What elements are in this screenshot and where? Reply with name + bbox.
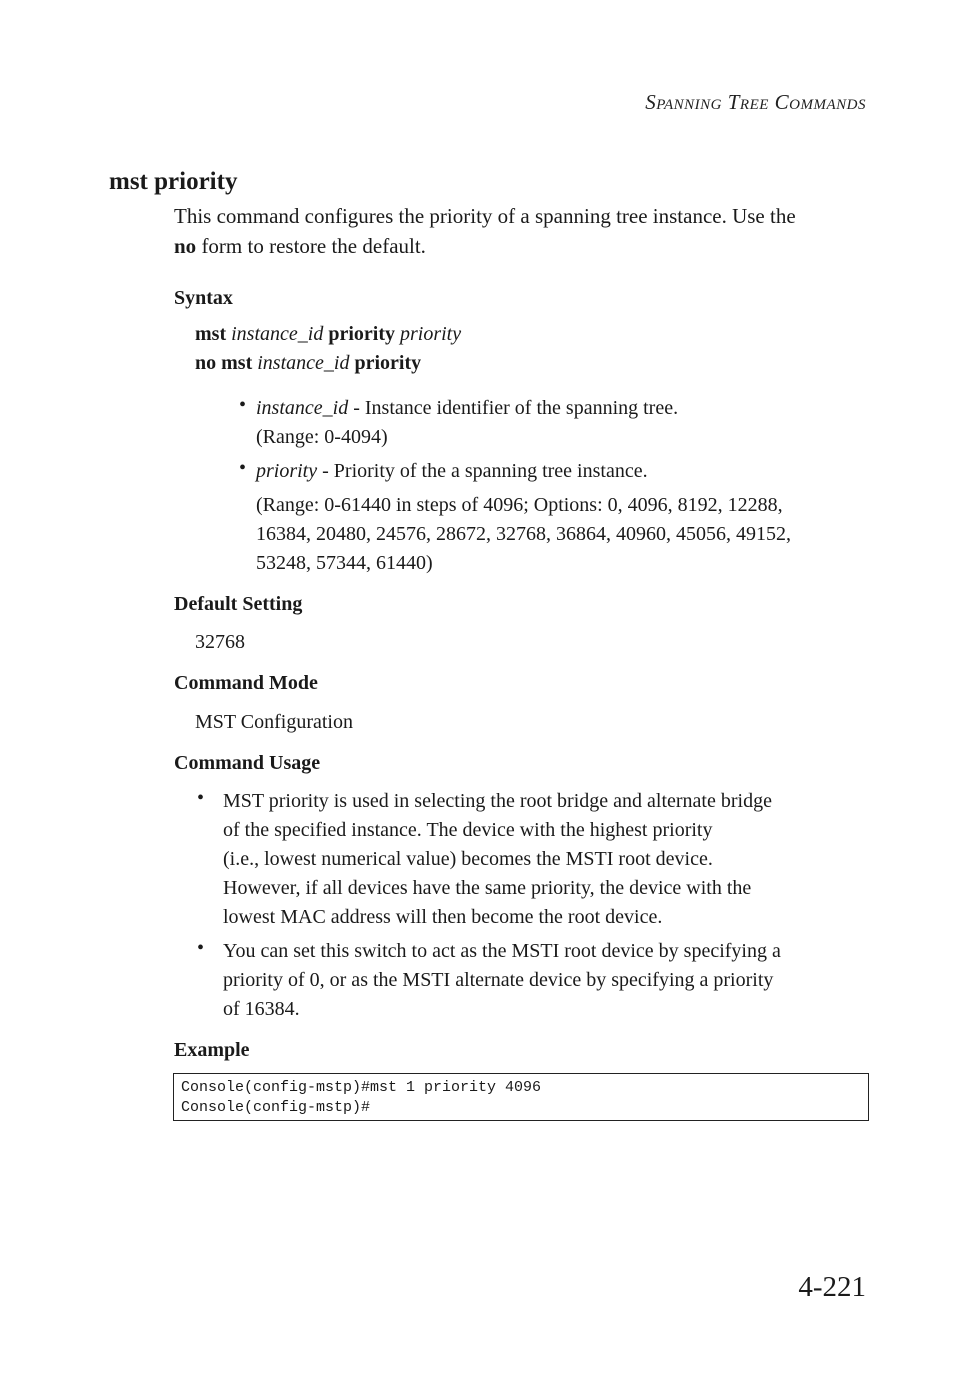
bullet-icon: • [239, 394, 247, 416]
intro-paragraph [174, 201, 874, 261]
syntax-argument: priority [399, 323, 462, 345]
intro-bold-keyword: no [174, 234, 197, 258]
code-line: Console(config-mstp)#mst 1 priority 4096 [181, 1079, 542, 1096]
syntax-keyword: no mst [195, 352, 253, 374]
default-setting-heading: Default Setting [174, 593, 303, 615]
syntax-keyword: mst [195, 323, 227, 345]
syntax-heading: Syntax [174, 287, 233, 309]
usage-line: You can set this switch to act as the MSTI root device by specifying a [223, 940, 781, 962]
param-range: (Range: 0-4094) [256, 426, 388, 448]
code-line: Console(config-mstp)# [181, 1099, 371, 1116]
usage-line: of the specified instance. The device with the highest priority [223, 819, 713, 841]
param-description: - Instance identifier of the spanning tree. [348, 397, 679, 419]
page-number: 4-221 [798, 1271, 866, 1303]
usage-line: However, if all devices have the same priority, the device with the [223, 877, 752, 899]
bullet-icon: • [197, 787, 205, 809]
running-header: Spanning Tree Commands [645, 90, 866, 114]
syntax-line-1 [195, 323, 461, 346]
bullet-icon: • [239, 457, 247, 479]
syntax-keyword: priority [328, 323, 395, 345]
syntax-argument: instance_id [231, 323, 324, 345]
param-range-line: (Range: 0-61440 in steps of 4096; Options: 0, 4096, 8192, 12288, [256, 494, 783, 516]
usage-line: priority of 0, or as the MSTI alternate device by specifying a priority [223, 969, 774, 991]
param-description: - Priority of the a spanning tree instance. [317, 460, 648, 482]
usage-item [223, 787, 873, 932]
param-name: priority [256, 460, 318, 482]
param-instance-id [256, 394, 876, 452]
syntax-keyword: priority [354, 352, 422, 374]
command-mode-heading: Command Mode [174, 672, 318, 694]
usage-item [223, 937, 873, 1024]
syntax-argument: instance_id [257, 352, 350, 374]
usage-line: of 16384. [223, 998, 300, 1020]
param-range-line: 16384, 20480, 24576, 28672, 32768, 36864, 40960, 45056, 49152, [256, 523, 791, 545]
usage-line: lowest MAC address will then become the root device. [223, 906, 663, 928]
syntax-line-2 [195, 352, 421, 375]
intro-text-2: form to restore the default. [196, 234, 426, 258]
command-mode-value: MST Configuration [195, 711, 353, 733]
intro-text-1: This command configures the priority of a spanning tree instance. Use the [174, 204, 796, 228]
example-heading: Example [174, 1039, 250, 1061]
bullet-icon: • [197, 937, 205, 959]
section-title: mst priority [109, 168, 238, 195]
usage-line: MST priority is used in selecting the root bridge and alternate bridge [223, 790, 772, 812]
param-range-line: 53248, 57344, 61440) [256, 552, 433, 574]
command-usage-heading: Command Usage [174, 752, 321, 774]
usage-line: (i.e., lowest numerical value) becomes the MSTI root device. [223, 848, 713, 870]
param-priority [256, 457, 876, 486]
default-setting-value: 32768 [195, 631, 245, 653]
code-example-box [173, 1073, 869, 1121]
param-name: instance_id [256, 397, 349, 419]
param-range [256, 491, 876, 578]
